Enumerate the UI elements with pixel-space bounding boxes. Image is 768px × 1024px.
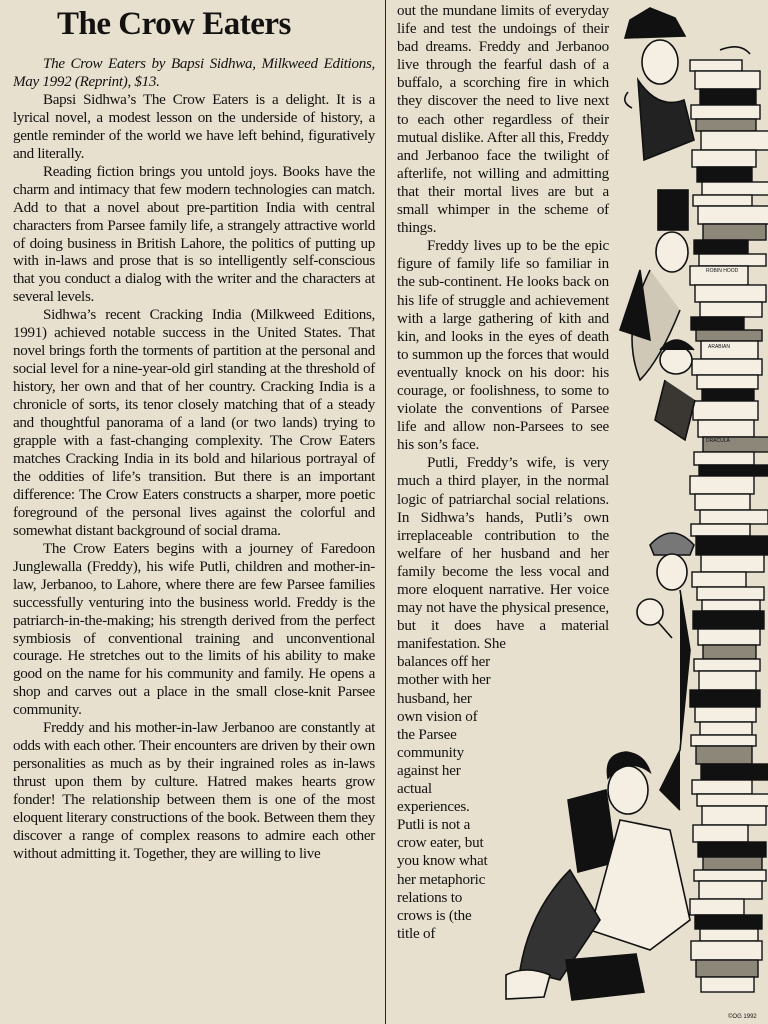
stacked-book [691,735,756,746]
stacked-book [690,690,760,707]
stacked-book [700,510,768,524]
stacked-book [700,302,762,317]
stacked-book [693,611,764,629]
paragraph: out the mundane limits of everyday life and test the undoings of their bad dreams. Freddy and Jerbanoo live through the fearful dash of a buffalo, a scorching fire in which they discover the need to live next to each other regardless of their mutual dislike. After all this, Freddy and Jerbanoo face the twilight of afterlife, not willing and admitting that their mortal lives are but a small whimper in the scheme of things. [397,3,609,237]
pirate-hat-icon [625,8,685,38]
magnifying-glass-icon [637,599,663,625]
stacked-book [691,105,760,119]
book-spine-label: ARABIAN [708,344,730,350]
stacked-book [696,536,768,555]
stacked-book [702,806,766,825]
book-spine-label: ROBIN HOOD [706,268,739,274]
stacked-book [692,150,756,167]
stacked-book [700,929,758,941]
stacked-book [703,645,756,659]
paragraph-wrapped: balances off her mother with her husband, her own vision of the Parsee community against her actual experiences. Putli is not a crow eater, but you know what her metaphoric relations to crows is (the title of [397,654,491,942]
stacked-book [693,825,748,842]
stacked-book [699,881,762,899]
pirate-face [642,40,678,84]
stacked-book [692,359,762,375]
stacked-book [701,555,764,572]
book-stack [690,60,768,992]
face [656,232,688,272]
stacked-book [692,780,752,794]
pirate-body [638,80,694,160]
stacked-book [690,899,744,915]
stacked-book [697,794,768,806]
stacked-book [696,119,756,131]
stacked-book [699,254,766,266]
paragraph: Putli, Freddy’s wife, is very much a third player, in the normal logic of patriarchal social relations. In Sidhwa’s hands, Putli’s own irreplaceable contribution to the welfare of her husband and her family become the less vocal and more eloquent narrative. Her voice may not have the physical presence, but it does have a material manifestation. She [397,455,609,653]
stacked-book [698,206,768,224]
stacked-book [697,587,764,600]
stacked-book [694,240,748,254]
stacked-book [701,764,768,780]
paragraph: Freddy and his mother-in-law Jerbanoo are constantly at odds with each other. Their encounters are driven by their own personalities as much as by their ingrained roles as in-laws thrust upon them by culture. Hatred makes hearts grow fonder! The relationship between them is one of the most eloquent literary constructions of the book. Between them they discover a range of complex reasons to admire each other without admitting it. Together, they are willing to live [13,720,375,862]
stacked-book [702,600,760,611]
stacked-book [699,671,756,690]
stacked-book [694,870,766,881]
illustration-svg [500,0,768,1024]
illustration-signature: ©OG 1992 [728,1014,757,1020]
stacked-book [696,746,752,764]
stacked-book [701,131,768,150]
stacked-book [691,317,744,330]
stacked-book [702,182,768,195]
deerstalker-icon [650,533,694,555]
stacked-book [695,707,756,722]
stacked-book [691,524,750,536]
stacked-book [699,465,768,476]
byline: The Crow Eaters by Bapsi Sidhwa, Milkweed Editions, May 1992 (Reprint), $13. [13,56,375,90]
stacked-book [691,941,762,960]
stacked-book [703,857,762,870]
stacked-book [695,285,766,302]
stacked-book [693,195,752,206]
stacked-book [703,224,766,240]
stacked-book [702,389,754,401]
stacked-book [697,167,752,182]
paragraph: Freddy lives up to be the epic figure of family life so familiar in the sub-continent. He looks back on his life of struggle and achievement with a large gathering of kith and kin, and looks in the eyes of death to summon up the forces that would eventually knock on his door: his courage, or foolishness, to some to violate the conventions of Parsee life and allow non-Parsees to see his son’s face. [397,238,609,454]
left-column [13,0,375,864]
stacked-book [700,722,752,735]
stacked-book [698,420,754,437]
stacked-book [694,659,760,671]
stacked-book [690,60,742,71]
paragraph: The Crow Eaters begins with a journey of Faredoon Junglewalla (Freddy), his wife Putli, children and mother-in-law, Jerbanoo, to Lahore, where there are few Parsee families successfully venturing into the business world. Freddy is the patriarch-in-the-making; his strength derived from the perfect symbiosis of conventional training and unconventional courage. He stretches out to the limits of his ability to make good on the name for his community and family. He opens a shop and carves out a place in the small close-knit Parsee community. [13,540,375,719]
stacked-book [700,89,756,105]
paragraph: Bapsi Sidhwa’s The Crow Eaters is a delight. It is a lyrical novel, a modest lesson on the underside of history, a gentle reminder of the world we have left behind, figuratively and literally. [13,91,375,162]
face [657,554,687,590]
stacked-book [695,71,760,89]
paragraph: Sidhwa’s recent Cracking India (Milkweed Editions, 1991) achieved notable success in the United States. That novel brings forth the torments of partition at the personal and social level for a nine-year-old girl standing at the threshold of history, her own and that of her country. Cracking India is a chronicle of sorts, its tenor closely matching that of a steady and thoughtful panorama of a land (or two lands) trying to grapple with a fast-changing complexity. The Crow Eaters matches Cracking India in its bold and hilarious portrayal of the oddities of life’s transition. But there is an important difference: The Crow Eaters constructs a sharper, more poetic foreground of the personal lives against the colorful and somewhat distant background of social drama. [13,307,375,539]
top-hat-icon [658,190,688,230]
sneaker-icon [506,970,550,999]
stacked-book [696,330,762,341]
stacked-book [701,977,754,992]
stacked-book [690,476,754,494]
book-spine-label: DRACULA [706,438,730,444]
stacked-book [692,572,746,587]
book-stack-illustration [500,0,768,1024]
stacked-book [695,494,750,510]
paragraph: Reading fiction brings you untold joys. Books have the charm and intimacy that few modern technologies can match. Add to that a novel about pre-partition India with central characters from Parsee family life, a strangely attractive world of doing business in British Lahore, the politics of putting up with in-laws and prose that is so intelligently self-conscious that you conduct a dialog with the writer and the characters at several levels. [13,163,375,306]
column-divider [385,0,386,1024]
article-title: The Crow Eaters [57,6,291,42]
face [660,346,692,374]
floor-book [566,954,644,1000]
stacked-book [697,375,758,389]
stacked-book [698,842,766,857]
stacked-book [695,915,762,929]
stacked-book [694,452,754,465]
stacked-book [698,629,760,645]
stacked-book [696,960,758,977]
stacked-book [693,401,758,420]
